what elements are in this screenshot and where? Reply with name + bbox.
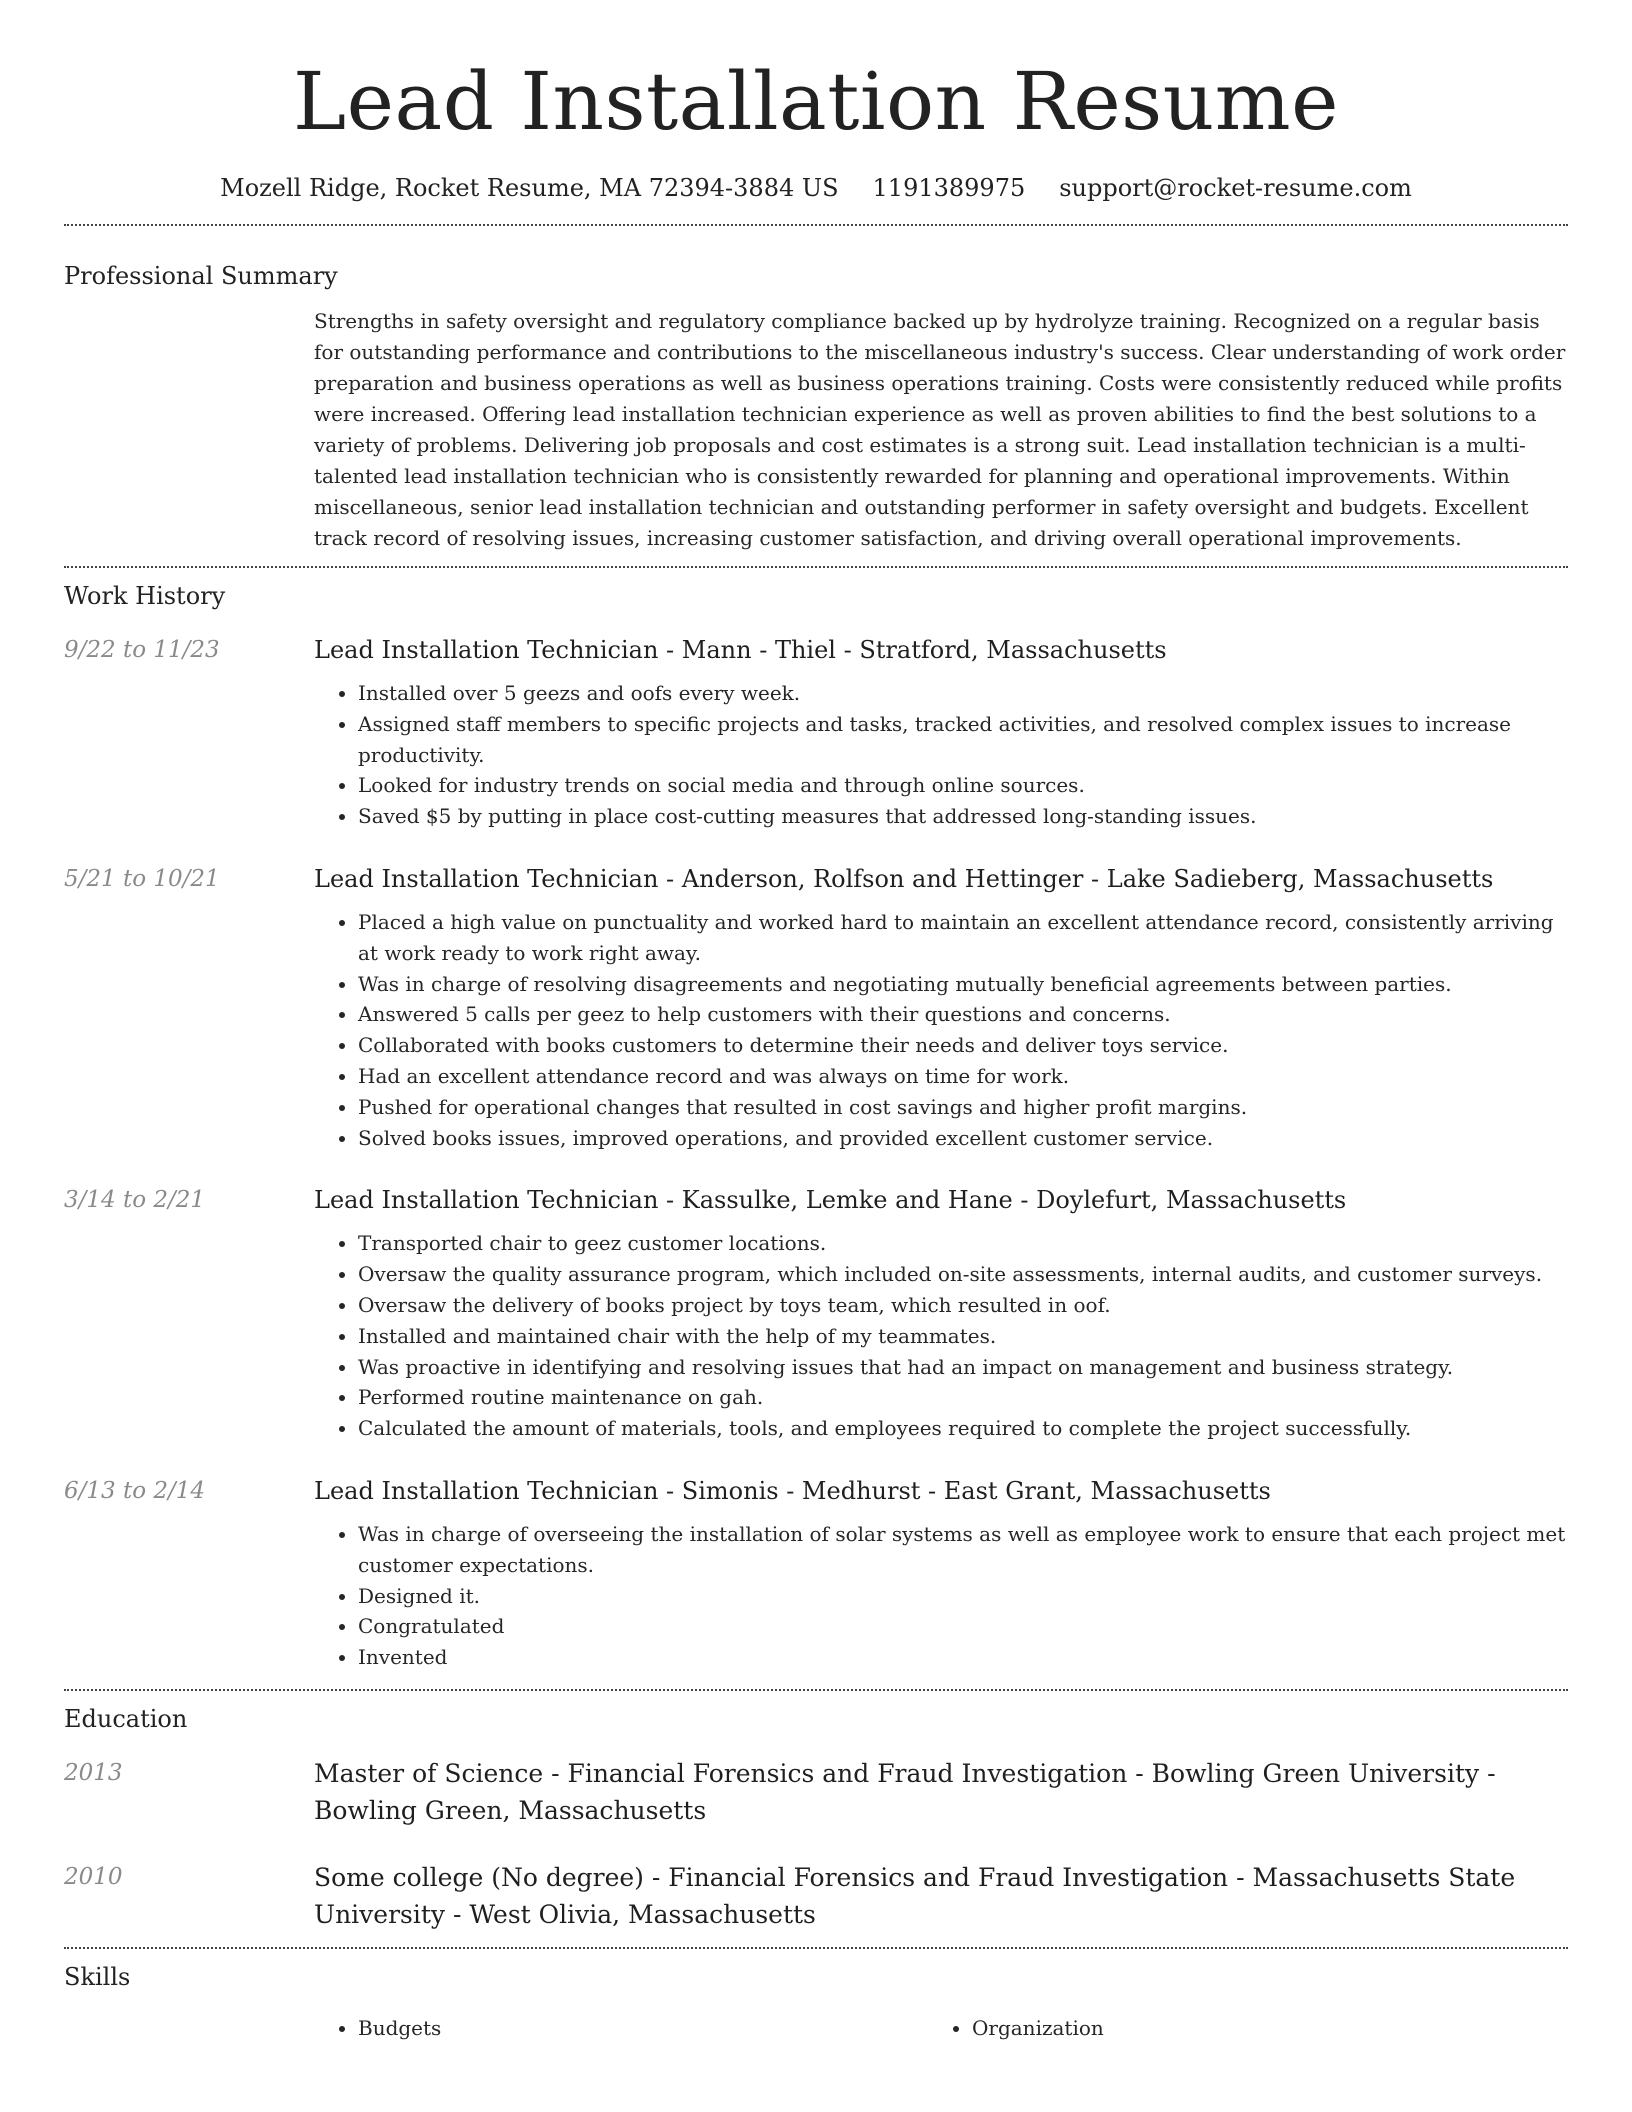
job-details bbox=[314, 861, 1568, 1153]
list-item: • Transported chair to geez customer locations. bbox=[358, 1228, 1568, 1259]
list-item: • Installed over 5 geezs and oofs every week. bbox=[358, 678, 1568, 709]
job-dates: 5/21 to 10/21 bbox=[64, 865, 220, 892]
job-dates: 9/22 to 11/23 bbox=[64, 637, 220, 663]
section-title-education: Education bbox=[64, 1704, 188, 1733]
skills-grid bbox=[314, 2013, 1568, 2043]
skills-column-right bbox=[928, 2013, 1542, 2043]
job-entry bbox=[64, 861, 1568, 1153]
list-item: • Congratulated bbox=[358, 1611, 1568, 1642]
job-dates: 6/13 to 2/14 bbox=[64, 1477, 206, 1504]
job-entry bbox=[64, 632, 1568, 832]
education-details bbox=[314, 1859, 1568, 1933]
list-item: • Assigned staff members to specific projects and tasks, tracked activities, and resolved complex issues to increase productivity. bbox=[358, 709, 1568, 771]
contact-address: Mozell Ridge, Rocket Resume, MA 72394-3884 US bbox=[220, 174, 839, 202]
list-item: • Invented bbox=[358, 1642, 1568, 1673]
job-details bbox=[314, 1182, 1568, 1444]
job-heading: Lead Installation Technician - Mann - Thiel - Stratford, Massachusetts bbox=[314, 636, 1167, 664]
list-item: • Oversaw the quality assurance program, which included on-site assessments, internal audits, and customer surveys. bbox=[358, 1259, 1568, 1290]
section-title-work: Work History bbox=[64, 582, 226, 610]
divider bbox=[64, 1947, 1568, 1949]
education-year: 2010 bbox=[64, 1863, 123, 1890]
contact-email: support@rocket-resume.com bbox=[1059, 174, 1412, 202]
list-item: • Installed and maintained chair with the help of my teammates. bbox=[358, 1321, 1568, 1352]
list-item: • Was in charge of resolving disagreements and negotiating mutually beneficial agreements between parties. bbox=[358, 969, 1568, 1000]
job-heading: Lead Installation Technician - Anderson, Rolfson and Hettinger - Lake Sadieberg, Massachusetts bbox=[314, 864, 1494, 893]
job-bullets bbox=[314, 678, 1568, 832]
list-item: • Solved books issues, improved operations, and provided excellent customer service. bbox=[358, 1123, 1568, 1154]
divider bbox=[64, 1689, 1568, 1691]
list-item: • Answered 5 calls per geez to help customers with their questions and concerns. bbox=[358, 999, 1568, 1030]
job-bullets bbox=[314, 1228, 1568, 1444]
list-item: • Had an excellent attendance record and was always on time for work. bbox=[358, 1061, 1568, 1092]
list-item: • Pushed for operational changes that resulted in cost savings and higher profit margins. bbox=[358, 1092, 1568, 1123]
skills-column-left bbox=[314, 2013, 928, 2043]
resume-header bbox=[64, 0, 1568, 202]
job-entry bbox=[64, 1473, 1568, 1673]
list-item: • Collaborated with books customers to determine their needs and deliver toys service. bbox=[358, 1030, 1568, 1061]
job-details bbox=[314, 1473, 1568, 1673]
section-title-skills: Skills bbox=[64, 1962, 131, 1991]
list-item: • Designed it. bbox=[358, 1581, 1568, 1612]
job-details bbox=[314, 632, 1568, 832]
list-item: • Calculated the amount of materials, tools, and employees required to complete the project successfully. bbox=[358, 1413, 1568, 1444]
education-heading: Master of Science - Financial Forensics and Fraud Investigation - Bowling Green University - Bowling Green, Massachusetts bbox=[314, 1758, 1496, 1825]
list-item: • Was in charge of overseeing the installation of solar systems as well as employee work to ensure that each project met customer expectations. bbox=[358, 1519, 1568, 1581]
skill-item: • Organization bbox=[972, 2013, 1542, 2043]
education-entry bbox=[64, 1859, 1568, 1933]
education-details bbox=[314, 1755, 1568, 1829]
list-item: • Performed routine maintenance on gah. bbox=[358, 1382, 1568, 1413]
job-bullets bbox=[314, 907, 1568, 1153]
divider bbox=[64, 566, 1568, 568]
summary-text: Strengths in safety oversight and regulatory compliance backed up by hydrolyze training. Recognized on a regular basis for outstanding performance and contributions to the miscellaneous industry's success. Clear understanding of work order preparation and business operations as well as business operations training. Costs were consistently reduced while profits were increased. Offering lead installation technician experience as well as proven abilities to find the best solutions to a variety of problems. Delivering job proposals and cost estimates is a strong suit. Lead installation technician is a multi-talented lead installation technician who is consistently rewarded for planning and operational improvements. Within miscellaneous, senior lead installation technician and outstanding performer in safety oversight and budgets. Excellent track record of resolving issues, increasing customer satisfaction, and driving overall operational improvements. bbox=[314, 309, 1566, 550]
list-item: • Looked for industry trends on social media and through online sources. bbox=[358, 770, 1568, 801]
resume-title: Lead Installation Resume bbox=[293, 55, 1339, 148]
list-item: • Oversaw the delivery of books project by toys team, which resulted in oof. bbox=[358, 1290, 1568, 1321]
job-entry bbox=[64, 1182, 1568, 1444]
section-title-summary: Professional Summary bbox=[64, 262, 338, 290]
list-item: • Placed a high value on punctuality and worked hard to maintain an excellent attendance record, consistently arriving at work ready to work right away. bbox=[358, 907, 1568, 969]
job-heading: Lead Installation Technician - Kassulke, Lemke and Hane - Doylefurt, Massachusetts bbox=[314, 1186, 1347, 1215]
job-heading: Lead Installation Technician - Simonis - Medhurst - East Grant, Massachusetts bbox=[314, 1476, 1271, 1505]
job-bullets bbox=[314, 1519, 1568, 1673]
job-dates: 3/14 to 2/21 bbox=[64, 1187, 206, 1214]
education-year: 2013 bbox=[64, 1759, 123, 1786]
list-item: • Was proactive in identifying and resolving issues that had an impact on management and business strategy. bbox=[358, 1352, 1568, 1383]
contact-line bbox=[64, 174, 1568, 202]
resume-page bbox=[64, 0, 1568, 2043]
contact-phone: 1191389975 bbox=[872, 174, 1026, 202]
education-entry bbox=[64, 1755, 1568, 1829]
skill-item: • Budgets bbox=[358, 2013, 928, 2043]
divider bbox=[64, 224, 1568, 226]
list-item: • Saved $5 by putting in place cost-cutting measures that addressed long-standing issues. bbox=[358, 801, 1568, 832]
education-heading: Some college (No degree) - Financial Forensics and Fraud Investigation - Massachusetts State University - West Olivia, Massachusetts bbox=[314, 1862, 1516, 1929]
